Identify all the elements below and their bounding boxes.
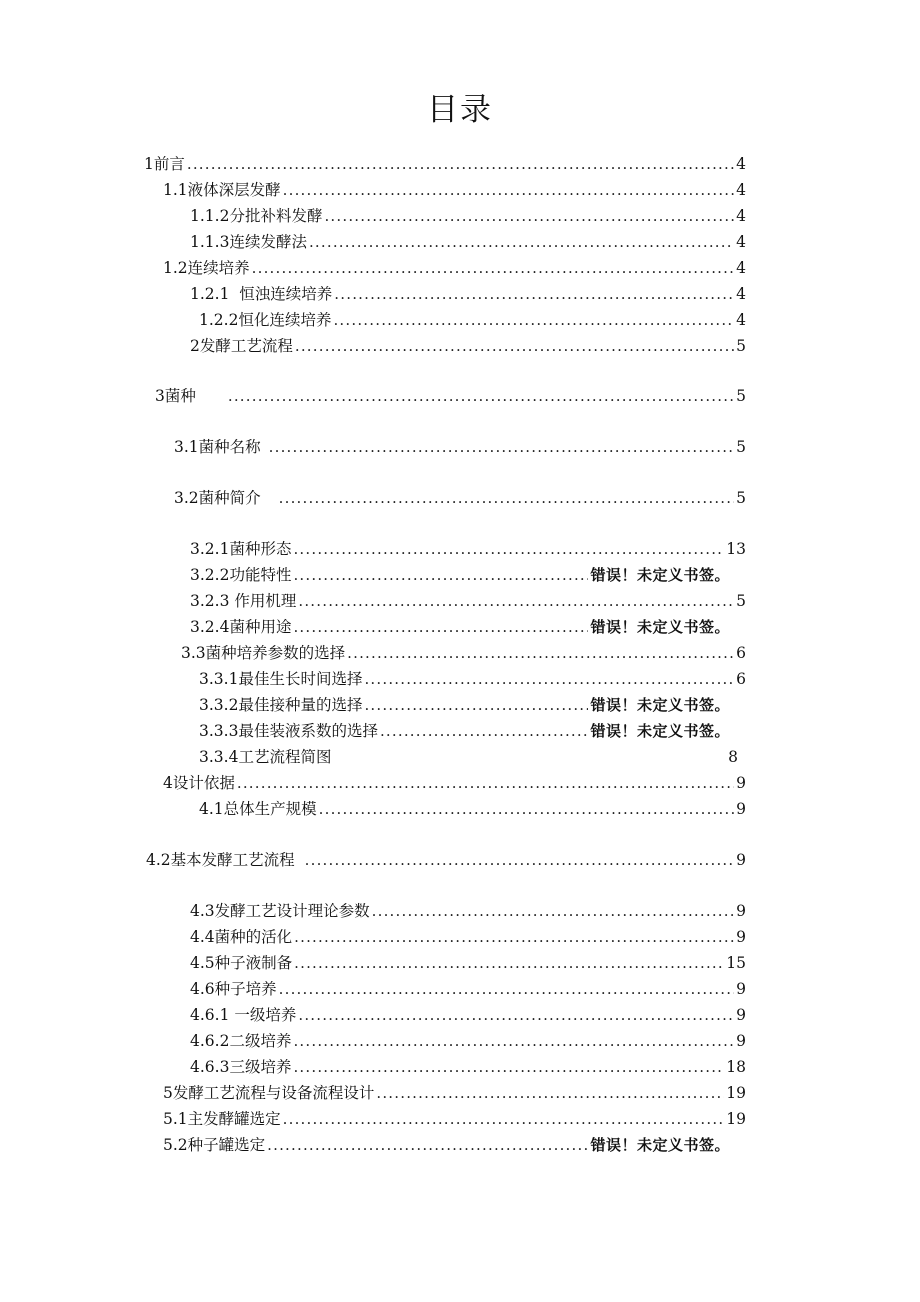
toc-entry[interactable] [190,537,746,561]
toc-entry-label: 2发酵工艺流程 [190,337,293,355]
toc-leader-dots [279,486,734,510]
toc-leader-dots [279,977,734,1001]
toc-entry[interactable] [155,384,746,408]
toc-entry-label: 3.3.2最佳接种量的选择 [199,696,363,714]
toc-leader-dots [298,589,734,613]
toc-leader-dots [252,256,734,280]
toc-entry-page: 4 [736,259,746,277]
toc-entry-page: 4 [736,155,746,173]
toc-entry[interactable] [190,230,746,254]
toc-leader-dots [228,384,734,408]
toc-entry[interactable] [163,256,746,280]
toc-leader-dots [293,563,588,587]
toc-entry[interactable] [144,152,746,176]
toc-entry-label: 1.2.2恒化连续培养 [199,311,332,329]
toc-entry-label: 3.2.2功能特性 [190,566,292,584]
toc-entry-page: 9 [736,902,746,920]
toc-leader-dots [319,797,734,821]
toc-leader-dots [293,615,588,639]
toc-entry-label: 3.1菌种名称 [174,438,261,456]
toc-leader-dots [364,693,588,717]
toc-entry-page-error: 错误！未定义书签。 [590,566,730,584]
toc-entry-page: 5 [736,592,746,610]
toc-entry[interactable] [190,1055,746,1079]
toc-entry-label: 4.6.1 一级培养 [190,1006,297,1024]
toc-entry[interactable] [163,1107,746,1131]
toc-entry-label: 1.1.2分批补料发酵 [190,207,323,225]
toc-entry-page-error: 错误！未定义书签。 [590,618,730,636]
toc-entry-page-error: 错误！未定义书签。 [590,696,730,714]
toc-entry[interactable] [199,693,730,717]
toc-leader-dots [237,771,734,795]
toc-entry-page: 9 [736,980,746,998]
toc-entry-label: 4.6种子培养 [190,980,277,998]
toc-leader-dots [380,719,589,743]
toc-leader-dots [293,1055,724,1079]
toc-entry-label: 4.5种子液制备 [190,954,293,972]
toc-entry-label: 4.6.2二级培养 [190,1032,292,1050]
toc-entry[interactable] [163,1133,730,1157]
toc-entry-label: 3.2.3 作用机理 [190,592,297,610]
toc-entry-label: 3.2.1菌种形态 [190,540,292,558]
toc-entry-label: 1.1液体深层发酵 [163,181,281,199]
toc-leader-dots [187,152,734,176]
toc-entry[interactable] [199,308,746,332]
toc-entry-label: 3.3菌种培养参数的选择 [181,644,346,662]
toc-entry[interactable] [190,1029,746,1053]
toc-entry-label: 5发酵工艺流程与设备流程设计 [163,1084,375,1102]
toc-entry-page: 4 [736,207,746,225]
toc-entry-label: 4设计依据 [163,774,235,792]
toc-leader-dots [295,334,734,358]
toc-leader-dots [293,1029,734,1053]
toc-entry-page: 13 [726,540,746,558]
toc-entry[interactable] [190,589,746,613]
toc-entry-label: 4.3发酵工艺设计理论参数 [190,902,370,920]
toc-leader-dots [334,282,734,306]
toc-entry-page: 5 [736,387,746,405]
toc-leader-dots [294,951,724,975]
toc-entry-page: 4 [736,311,746,329]
toc-entry[interactable] [190,1003,746,1027]
toc-leader-dots [298,1003,734,1027]
toc-entry[interactable] [190,563,730,587]
toc-entry-page-error: 错误！未定义书签。 [590,722,730,740]
toc-entry-page: 9 [736,1032,746,1050]
toc-entry-label: 1.2.1 恒浊连续培养 [190,285,333,303]
toc-entry-page: 8 [728,748,738,766]
toc-entry[interactable] [199,797,746,821]
toc-entry[interactable] [190,615,730,639]
toc-entry-page: 6 [736,644,746,662]
toc-leader-dots [283,1107,725,1131]
toc-entry-label: 3.2.4菌种用途 [190,618,292,636]
toc-entry-label: 1.2连续培养 [163,259,250,277]
toc-entry-page: 19 [726,1110,746,1128]
toc-leader-dots [333,308,734,332]
toc-leader-dots [364,667,734,691]
toc-entry-page: 19 [726,1084,746,1102]
toc-entry[interactable] [190,977,746,1001]
toc-entry[interactable] [199,745,738,769]
toc-entry-page: 4 [736,181,746,199]
toc-entry-page: 9 [736,1006,746,1024]
toc-entry-label: 4.2基本发酵工艺流程 [146,851,295,869]
toc-entry-page: 4 [736,233,746,251]
toc-leader-dots [376,1081,724,1105]
toc-entry-label: 4.1总体生产规模 [199,800,317,818]
toc-leader-dots [283,178,734,202]
toc-entry-label: 5.1主发酵罐选定 [163,1110,281,1128]
toc-entry-page-error: 错误！未定义书签。 [590,1136,730,1154]
toc-entry[interactable] [190,925,746,949]
toc-entry-page: 5 [736,438,746,456]
toc-entry-page: 9 [736,800,746,818]
toc-entry[interactable] [163,771,746,795]
toc-leader-dots [293,537,724,561]
toc-entry[interactable] [174,435,746,459]
toc-entry[interactable] [146,848,746,872]
toc-entry-label: 3.3.4工艺流程简图 [199,748,332,766]
toc-entry[interactable] [199,667,746,691]
toc-leader-dots [347,641,734,665]
toc-leader-dots [372,899,734,923]
toc-entry-label: 5.2种子罐选定 [163,1136,266,1154]
toc-entry[interactable] [190,334,746,358]
toc-entry[interactable] [163,178,746,202]
page-title: 目录 [427,92,493,128]
toc-entry-page: 5 [736,489,746,507]
toc-leader-dots [305,848,734,872]
toc-entry-label: 3.2菌种简介 [174,489,261,507]
toc-leader-dots [324,204,734,228]
toc-leader-dots [309,230,734,254]
toc-entry-label: 1.1.3连续发酵法 [190,233,307,251]
toc-entry[interactable] [181,641,746,665]
toc-entry-page: 5 [736,337,746,355]
toc-entry-page: 9 [736,928,746,946]
toc-entry-label: 4.4菌种的活化 [190,928,293,946]
toc-entry[interactable] [174,486,746,510]
toc-entry[interactable] [190,282,746,306]
toc-entry-page: 6 [736,670,746,688]
toc-entry-page: 9 [736,774,746,792]
toc-entry-page: 4 [736,285,746,303]
toc-entry-page: 18 [726,1058,746,1076]
toc-entry-label: 3.3.3最佳装液系数的选择 [199,722,378,740]
toc-leader-dots [269,435,734,459]
toc-entry[interactable] [163,1081,746,1105]
toc-entry-label: 3.3.1最佳生长时间选择 [199,670,363,688]
toc-entry[interactable] [190,899,746,923]
toc-entry[interactable] [190,951,746,975]
toc-entry[interactable] [199,719,730,743]
toc-entry-label: 3菌种 [155,387,196,405]
toc-entry-page: 9 [736,851,746,869]
toc-entry-label: 1前言 [144,155,185,173]
toc-leader-dots [294,925,734,949]
toc-entry-page: 15 [726,954,746,972]
toc-leader-dots [267,1133,588,1157]
toc-entry-label: 4.6.3三级培养 [190,1058,292,1076]
toc-entry[interactable] [190,204,746,228]
